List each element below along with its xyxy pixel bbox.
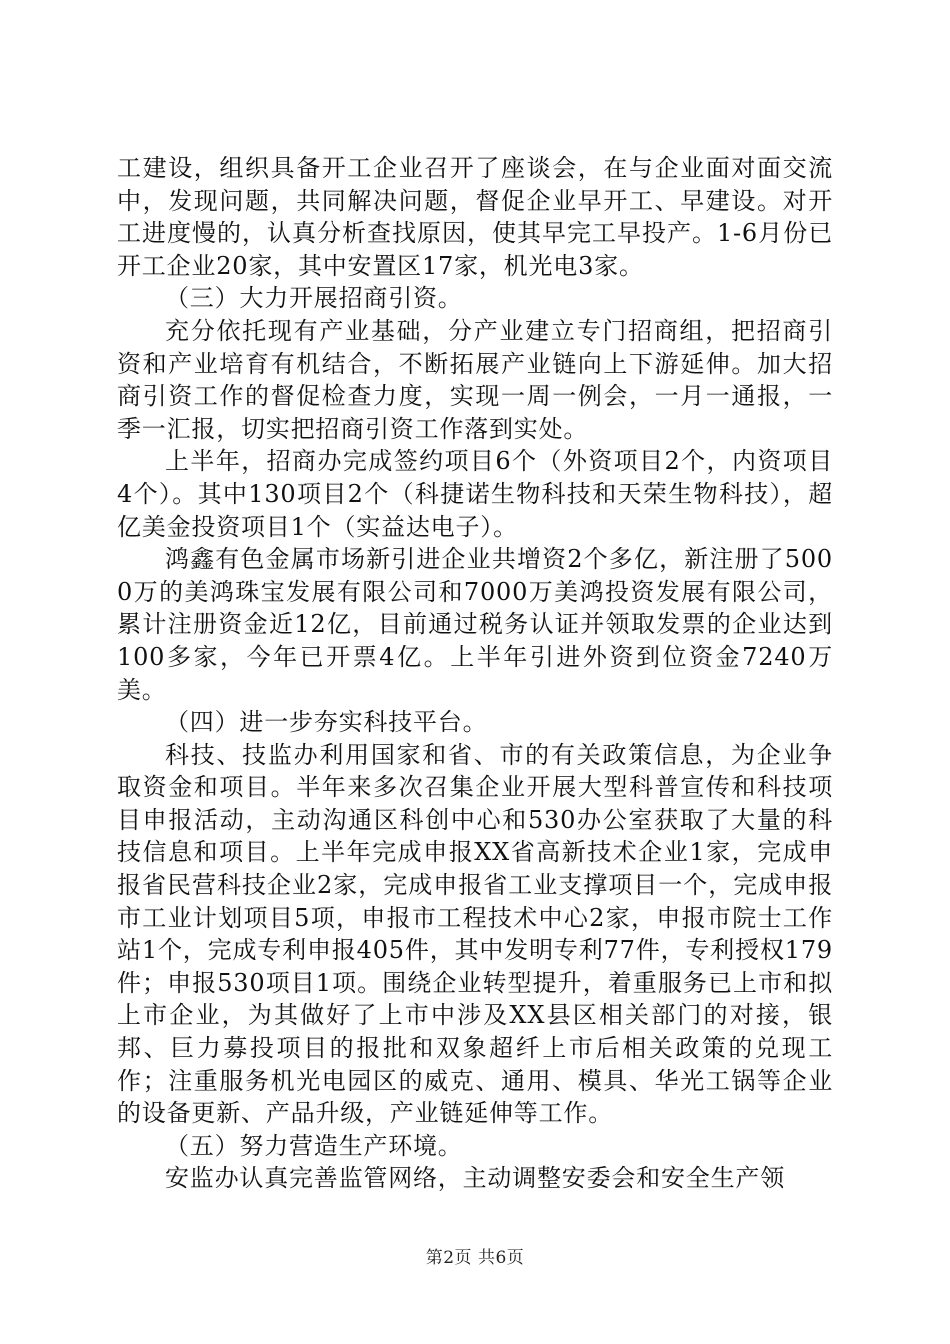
page-footer: 第2页 共6页 bbox=[425, 1248, 525, 1268]
section-heading-tech-platform: （四）进一步夯实科技平台。 bbox=[165, 708, 488, 737]
section-heading-investment: （三）大力开展招商引资。 bbox=[165, 284, 463, 313]
paragraph-safety-supervision: 安监办认真完善监管网络，主动调整安委会和安全生产领 bbox=[165, 1164, 785, 1193]
document-body bbox=[117, 152, 833, 1195]
paragraph-tech-projects: 科技、技监办利用国家和省、市的有关政策信息，为企业争取资金和项目。半年来多次召集企业开展大型科普宣传和科技项目申报活动，主动沟通区科创中心和530办公室获取了大量的科技信息和项目。上半年完成申报XX省高新技术企业1家，完成申报省民营科技企业2家，完成申报省工业支撑项目一个，完成申报市工业计划项目5项，申报市工程技术中心2家，申报市院士工作站1个，完成专利申报405件，其中发明专利77件，专利授权179件；申报530项目1项。围绕企业转型提升，着重服务已上市和拟上市企业，为其做好了上市中涉及XX县区相关部门的对接，银邦、巨力募投项目的报批和双象超纤上市后相关政策的兑现工作；注重服务机光电园区的威克、通用、模具、华光工锅等企业的设备更新、产品升级，产业链延伸等工作。 bbox=[117, 740, 833, 1128]
paragraph-signed-projects: 上半年，招商办完成签约项目6个（外资项目2个，内资项目4个）。其中130项目2个（科捷诺生物科技和天荣生物科技），超亿美金投资项目1个（实益达电子）。 bbox=[117, 447, 833, 541]
paragraph-investment-strategy: 充分依托现有产业基础，分产业建立专门招商组，把招商引资和产业培育有机结合，不断拓展产业链向上下游延伸。加大招商引资工作的督促检查力度，实现一周一例会，一月一通报，一季一汇报，切实把招商引资工作落到实处。 bbox=[117, 316, 833, 443]
paragraph-industrial-construction: 工建设，组织具备开工企业召开了座谈会，在与企业面对面交流中，发现问题，共同解决问题，督促企业早开工、早建设。对开工进度慢的，认真分析查找原因，使其早完工早投产。1-6月份已开工企业20家，其中安置区17家，机光电3家。 bbox=[117, 154, 833, 280]
section-heading-production-environment: （五）努力营造生产环境。 bbox=[165, 1131, 463, 1160]
paragraph-metal-market: 鸿鑫有色金属市场新引进企业共增资2个多亿，新注册了5000万的美鸿珠宝发展有限公司和7000万美鸿投资发展有限公司，累计注册资金近12亿，目前通过税务认证并领取发票的企业达到100多家，今年已开票4亿。上半年引进外资到位资金7240万美。 bbox=[117, 545, 833, 704]
